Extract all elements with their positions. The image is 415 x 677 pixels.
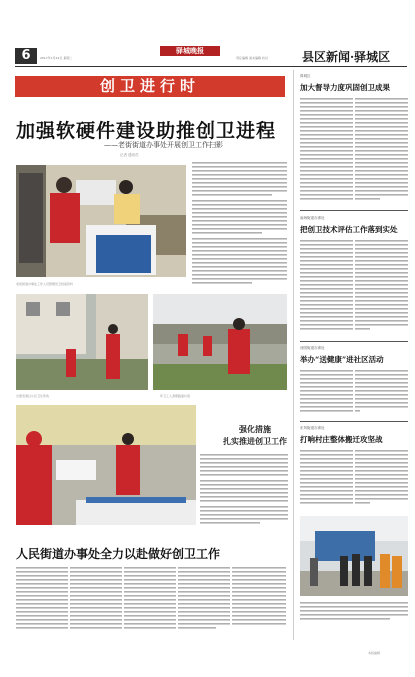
right-rule-1 xyxy=(300,210,408,211)
alley-photo xyxy=(16,294,148,390)
sub-headline: ——老街街道办事处开展创卫工作扫影 xyxy=(104,141,223,149)
right-text-lines-4 xyxy=(300,448,408,508)
bottom-headline: 人民街道办事处全力以赴做好创卫工作 xyxy=(16,547,221,561)
page-number: 6 xyxy=(15,48,37,64)
section-title: 县区新闻·驿城区 xyxy=(302,50,391,64)
right-headline-1: 加大督导力度巩固创卫成果 xyxy=(300,83,390,92)
relocation-photo-drawing xyxy=(300,516,408,596)
office-photo-drawing xyxy=(16,165,186,277)
right-headline-3: 举办“送健康”进社区活动 xyxy=(300,355,384,364)
right-headline-4: 打响村庄整体搬迁攻坚战 xyxy=(300,435,383,444)
right-text-4 xyxy=(300,448,408,508)
banner-title: 创卫进行时 xyxy=(99,77,200,95)
right-section-label-4: 东风街道办事处 xyxy=(300,426,325,430)
right-headline-2: 把创卫技术评估工作落到实处 xyxy=(300,225,398,234)
right-section-label-2: 南海街道办事处 xyxy=(300,216,325,220)
right-text-lines-1 xyxy=(300,96,408,206)
right-rule-3 xyxy=(300,421,408,422)
right-photo-caption-text xyxy=(300,600,408,628)
text-lines-1 xyxy=(192,160,287,290)
footer-editor: 本版编辑 xyxy=(368,651,381,655)
right-caption-lines xyxy=(300,600,408,628)
article-text-1 xyxy=(192,160,287,290)
office-photo xyxy=(16,165,186,277)
volunteers-photo-drawing xyxy=(16,405,196,525)
right-text-lines-2 xyxy=(300,238,408,338)
strong-heading xyxy=(220,423,290,447)
strong-heading-line-1: 强化措施 xyxy=(239,424,271,434)
article-text-2 xyxy=(200,452,288,532)
strong-heading-line-2: 扎实推进创卫工作 xyxy=(223,436,287,446)
date-line: 2017年1月24日 星期二 xyxy=(40,56,73,60)
paper-logo: 驿城晚报 xyxy=(160,46,220,56)
right-text-1 xyxy=(300,96,408,206)
editor-line: 责任编辑 美术编辑 校对 xyxy=(236,56,268,60)
relocation-photo xyxy=(300,516,408,596)
column-divider xyxy=(293,70,294,640)
right-section-label-3: 西园街道办事处 xyxy=(300,346,325,350)
text-lines-2 xyxy=(200,452,288,532)
photo-caption-3: 环卫工人清理路面垃圾 xyxy=(160,394,191,398)
text-lines-3 xyxy=(16,565,286,635)
road-photo-drawing xyxy=(153,294,287,390)
photo-caption-2: 志愿者清扫小区卫生死角 xyxy=(16,394,50,398)
header-rule xyxy=(15,66,407,67)
right-text-3 xyxy=(300,368,408,418)
photo-caption-1: 老街街道办事处工作人员整理创卫档案资料 xyxy=(16,282,74,286)
right-text-lines-3 xyxy=(300,368,408,418)
right-text-2 xyxy=(300,238,408,338)
byline: 记者 通讯员 xyxy=(120,153,139,157)
article-text-3 xyxy=(16,565,286,635)
right-section-label-1: 驿城区 xyxy=(300,74,311,78)
right-rule-2 xyxy=(300,341,408,342)
road-photo xyxy=(153,294,287,390)
main-headline: 加强软硬件建设助推创卫进程 xyxy=(16,120,277,142)
volunteers-photo xyxy=(16,405,196,525)
alley-photo-drawing xyxy=(16,294,148,390)
